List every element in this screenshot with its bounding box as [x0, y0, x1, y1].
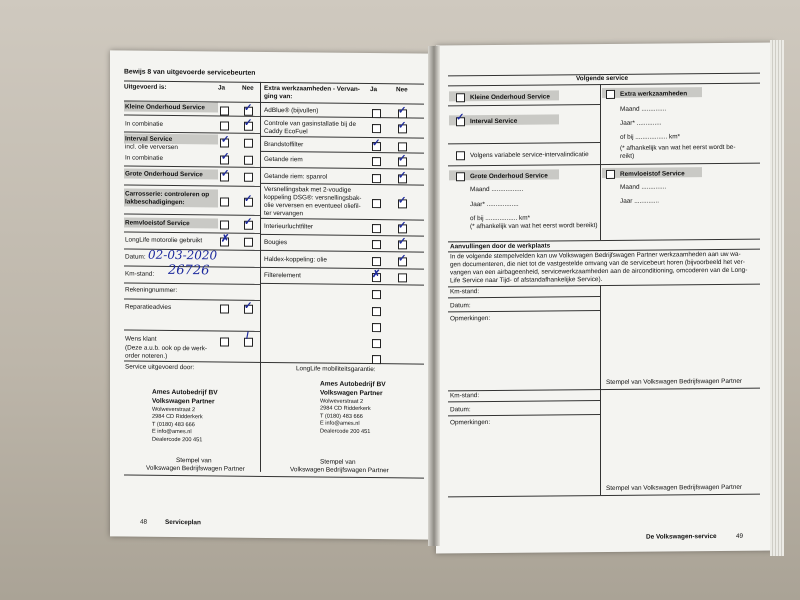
opmerkingen-2: Opmerkingen:: [450, 419, 491, 427]
header-nee: Nee: [242, 84, 254, 92]
row-dsg2: koppeling DSG®: versnellingsbak-: [264, 193, 362, 202]
row-haldex: Haldex-koppeling: olie: [264, 255, 327, 264]
page-number-left: 48: [140, 518, 148, 526]
row-brandstof: Brandstoffilter: [264, 140, 304, 149]
next-kleine: Kleine Onderhoud Service: [470, 93, 550, 102]
book-spine: [428, 46, 440, 546]
row-deze: (Deze a.u.b. ook op de werk-: [125, 344, 208, 353]
row-combinatie: In combinatie: [125, 120, 164, 128]
row-getande: Getande riem: [264, 155, 303, 164]
row-gas: Controle van gasinstallatie bij de: [264, 119, 357, 128]
row-longlife: LongLife motorolie gebruikt: [125, 236, 203, 245]
next-maand-2: Maand ..............: [620, 105, 667, 113]
row-km: Km-stand:: [125, 270, 155, 278]
volgende-service-title: Volgende service: [576, 74, 629, 83]
next-jaar-3: Jaar ..............: [620, 197, 660, 205]
row-rekening: Rekeningnummer:: [125, 286, 178, 295]
aanvullingen-line-4: Life Service naar Tijd- of afstandafhankelijke Service).: [450, 276, 603, 285]
next-grote: Grote Onderhoud Service: [470, 172, 548, 181]
stempel-right-1: Stempel van Volkswagen Bedrijfswagen Partner: [606, 377, 743, 386]
row-spanrol: Getande riem: spanrol: [264, 172, 328, 181]
header-extra-2: ging van:: [264, 92, 293, 101]
datum-2: Datum:: [450, 406, 471, 414]
next-afhankelijk: (* afhankelijk van wat het eerst wordt bereikt): [470, 222, 598, 231]
km-stand-2: Km-stand:: [450, 392, 480, 400]
aanvullingen-line-2: gen documenteren, die niet tot de vastgestelde omvang van de servicebeurt horen (bijvoorbeeld het ver-: [450, 258, 745, 269]
row-dsg3: olie verversen en eventueel oliefil-: [264, 201, 361, 210]
row-olie: incl. olie verversen: [125, 143, 178, 152]
next-ofbij-2: of bij .................. km*: [620, 133, 681, 141]
handwritten-km: 26726: [168, 262, 210, 279]
page-title: Bewijs 8 van uitgevoerde servicebeurten: [124, 68, 256, 77]
next-maand: Maand ..................: [470, 185, 524, 194]
header-extra: Extra werkzaamheden - Vervan-: [264, 84, 360, 93]
row-remvloeistof: Remvloeistof Service: [125, 219, 190, 228]
header-uitgevoerd: Uitgevoerd is:: [124, 83, 167, 91]
header-nee-2: Nee: [396, 86, 408, 94]
aanvullingen-line-3: vangen van een airbageenheid, servicewerkzaamheden aan de airconditioning, omcoderen van de Long-: [450, 266, 748, 277]
next-afh-2b: reikt): [620, 152, 635, 160]
next-volgens: Volgens variabele service-intervalindicatie: [470, 151, 589, 160]
row-filter: Filterelement: [264, 271, 301, 280]
service-by-label: Service uitgevoerd door:: [125, 363, 195, 372]
left-page: Bewijs 8 van uitgevoerde servicebeurten Uitgevoerd is: Ja Nee Extra werkzaamheden - Vervan- ging van: Ja Nee Kleine Onderhoud Service In combinatie Interval Service incl. olie verversen In combinatie Grote Onderhoud Service Carrosserie: controleren op lakbeschadigingen: Remvloeistof Service LongLife motorolie gebruikt Datum: Km-stand: Rekeningnummer: Reparatieadvies Wens klant (Deze a.u.b. ook op de werk- order noteren.) ✓ ✓ ✓ ✓ ✓ ✓ ✓ ✗ ✓ / 02-03-2020 26726 AdBlue® (bijvullen) Controle van gasinstallatie bij de Caddy EcoFuel Brandstoffilter Getande riem Getande riem: spanrol Versnellingsbak met 2-voudige koppeling DSG®: versnellingsbak- olie verversen en eventueel oliefil- ter vervangen Interieurluchtfilter Bougies Haldex-koppeling: olie Filterelement ✓ ✓ ✓ ✓ ✓ ✓ ✓ ✓ ✓ ✗ Service uitgevoerd door: LongLife mobiliteitsgarantie: Ames Autobedrijf BV Volkswagen Partner Wolweverstraat 2 2984 CD Ridderkerk T (0180) 483 666 E info@ames.nl Dealercode 200 451 Ames Autobedrijf BV Volkswagen Partner Wolweverstraat 2 2984 CD Ridderkerk T (0180) 483 666 E info@ames.nl Dealercode 200 451 Stempel van Volkswagen Bedrijfswagen Partner Stempel van Volkswagen Bedrijfswagen Partner 48 Serviceplan: [110, 50, 432, 539]
dealer-stamp-1: Ames Autobedrijf BV Volkswagen Partner Wolweverstraat 2 2984 CD Ridderkerk T (0180) 483 666 E info@ames.nl Dealercode 200 451: [152, 388, 218, 444]
aanvullingen-line-1: In de volgende stempelvelden kan uw Volkswagen Bedrijfswagen Partner werkzaamheden aan uw wa-: [450, 250, 741, 261]
row-adblue: AdBlue® (bijvullen): [264, 106, 319, 115]
row-wens: Wens klant: [125, 335, 157, 343]
page-number-right: 49: [736, 532, 744, 540]
next-maand-3: Maand ..............: [620, 183, 667, 191]
row-order: order noteren.): [125, 352, 168, 360]
opmerkingen-1: Opmerkingen:: [450, 315, 491, 323]
longlife-label: LongLife mobiliteitsgarantie:: [296, 365, 376, 374]
dealer-stamp-2: Ames Autobedrijf BV Volkswagen Partner Wolweverstraat 2 2984 CD Ridderkerk T (0180) 483 666 E info@ames.nl Dealercode 200 451: [320, 380, 386, 436]
next-afh-2a: (* afhankelijk van wat het eerst wordt be-: [620, 143, 736, 152]
stempel-partner-1: Volkswagen Bedrijfswagen Partner: [146, 464, 245, 473]
row-interieur: Interieurluchtfilter: [264, 222, 314, 231]
header-ja: Ja: [218, 84, 226, 92]
stempel-label-2: Stempel van: [320, 458, 356, 466]
next-jaar: Jaar* ..................: [470, 200, 519, 209]
next-extra: Extra werkzaamheden: [620, 90, 688, 98]
row-caddy: Caddy EcoFuel: [264, 127, 308, 136]
right-page: Volgende service Kleine Onderhoud Service ✓ Interval Service Volgens variabele service-intervalindicatie Grote Onderhoud Service Maand .................. Jaar* .................. of bij .................. km* (* afhankelijk van wat het eerst wordt bereikt) Extra werkzaamheden Maand .............. Jaar* .............. of bij .................. km* (* afhankelijk van wat het eerst wordt be- reikt) Remvloeistof Service Maand .............. Jaar .............. Aanvullingen door de werkplaats In de volgende stempelvelden kan uw Volkswagen Bedrijfswagen Partner werkzaamheden aan uw wa- gen documenteren, die niet tot de vastgestelde omvang van de servicebeurt horen (bijvoorbeeld het ver- vangen van een airbageenheid, servicewerkzaamheden aan de airconditioning, omcoderen van de Long- Life Service naar Tijd- of afstandafhankelijke Service). Km-stand: Datum: Opmerkingen: Stempel van Volkswagen Bedrijfswagen Partner Km-stand: Datum: Opmerkingen: Stempel van Volkswagen Bedrijfswagen Partner De Volkswagen-service 49: [436, 43, 774, 554]
next-interval: Interval Service: [470, 117, 518, 126]
header-ja-2: Ja: [370, 86, 378, 94]
datum-1: Datum:: [450, 302, 471, 310]
next-ofbij: of bij .................. km*: [470, 214, 531, 223]
aanvullingen-title: Aanvullingen door de werkplaats: [450, 242, 551, 251]
stempel-partner-2: Volkswagen Bedrijfswagen Partner: [290, 466, 389, 475]
row-dsg1: Versnellingsbak met 2-voudige: [264, 185, 352, 194]
stempel-label-1: Stempel van: [176, 457, 212, 465]
next-jaar-2: Jaar* ..............: [620, 119, 662, 127]
row-kleine: Kleine Onderhoud Service: [125, 103, 205, 112]
km-stand-1: Km-stand:: [450, 288, 480, 296]
row-bougies: Bougies: [264, 238, 288, 247]
footer-left: Serviceplan: [165, 518, 201, 527]
footer-right: De Volkswagen-service: [646, 533, 717, 541]
row-dsg4: ter vervangen: [264, 209, 304, 218]
row-grote: Grote Onderhoud Service: [125, 170, 203, 179]
row-carrosserie: Carrosserie: controleren op: [125, 190, 210, 199]
row-lak: lakbeschadigingen:: [125, 198, 185, 207]
row-interval: Interval Service: [125, 135, 173, 143]
next-rem: Remvloeistof Service: [620, 170, 685, 178]
row-datum: Datum:: [125, 253, 146, 261]
row-reparatie: Reparatieadvies: [125, 303, 172, 311]
handwritten-date: 02-03-2020: [148, 247, 218, 263]
page-edges: [770, 40, 784, 556]
row-combinatie-2: In combinatie: [125, 154, 164, 162]
stempel-right-2: Stempel van Volkswagen Bedrijfswagen Partner: [606, 483, 743, 492]
